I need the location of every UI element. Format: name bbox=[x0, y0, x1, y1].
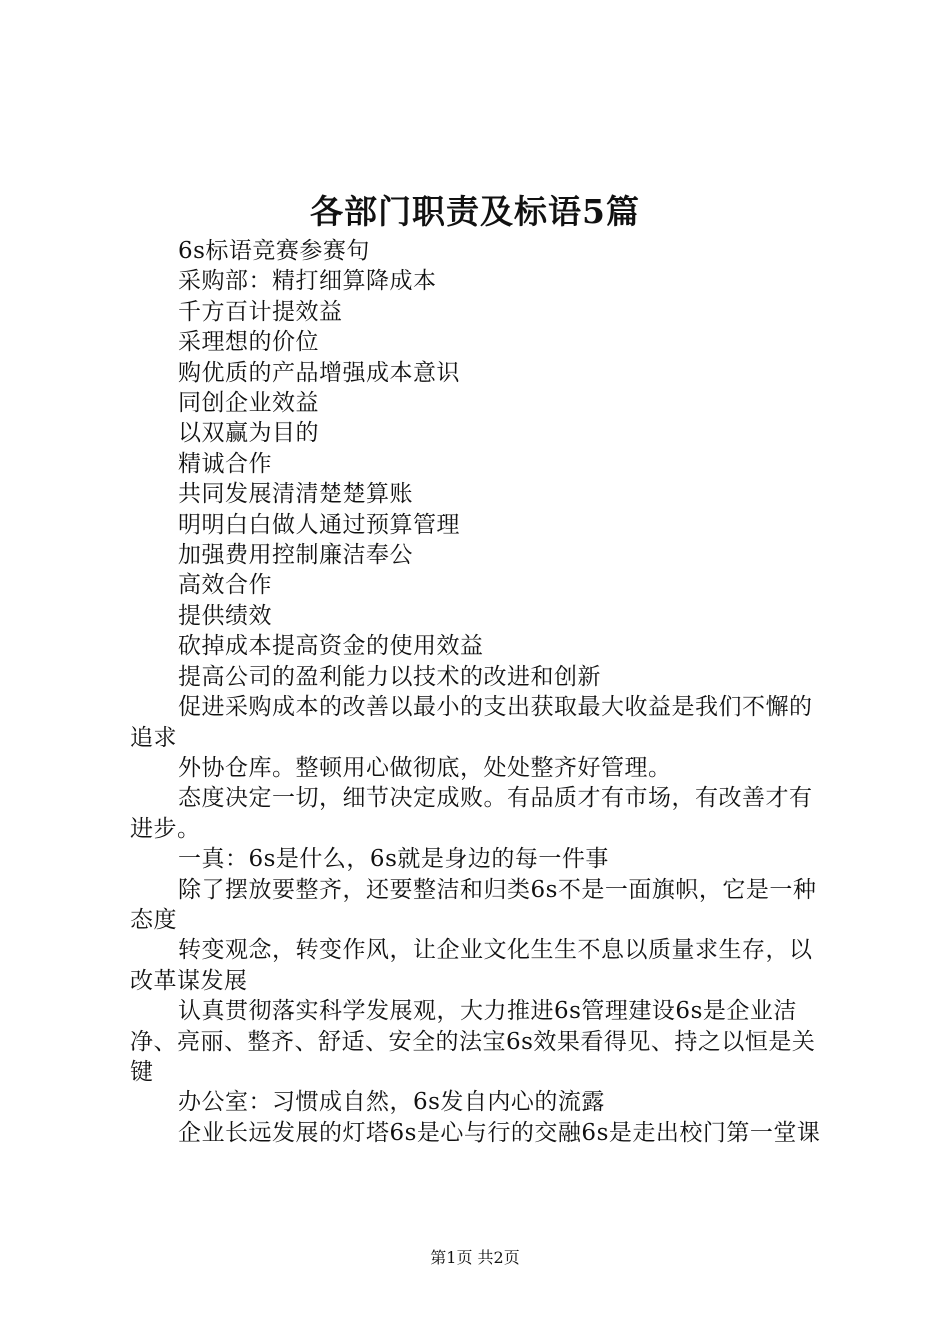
paragraph: 千方百计提效益 bbox=[178, 298, 343, 325]
paragraph: 6s标语竞赛参赛句 bbox=[178, 238, 370, 264]
paragraph: 高效合作 bbox=[178, 572, 272, 599]
paragraph: 以双赢为目的 bbox=[178, 420, 319, 447]
page-footer: 第1页 共2页 bbox=[430, 1248, 520, 1267]
paragraph: 一真：6s是什么，6s就是身边的每一件事 bbox=[178, 846, 609, 873]
paragraph: 明明白白做人通过预算管理 bbox=[178, 511, 460, 538]
paragraph: 砍掉成本提高资金的使用效益 bbox=[178, 633, 484, 660]
paragraph: 共同发展清清楚楚算账 bbox=[178, 481, 413, 508]
paragraph: 办公室：习惯成自然，6s发自内心的流露 bbox=[178, 1089, 605, 1116]
document-body bbox=[130, 236, 835, 1148]
paragraph: 加强费用控制廉洁奉公 bbox=[178, 542, 413, 569]
document-title: 各部门职责及标语5篇 bbox=[310, 192, 640, 231]
paragraph: 精诚合作 bbox=[178, 450, 272, 477]
paragraph: 态度决定一切，细节决定成败。有品质才有市场，有改善才有进步。 bbox=[130, 785, 813, 842]
paragraph: 外协仓库。整顿用心做彻底，处处整齐好管理。 bbox=[178, 754, 672, 781]
paragraph: 采理想的价位 bbox=[178, 329, 319, 356]
paragraph: 企业长远发展的灯塔6s是心与行的交融6s是走出校门第一堂课 bbox=[178, 1119, 821, 1146]
paragraph: 提高公司的盈利能力以技术的改进和创新 bbox=[178, 663, 601, 690]
paragraph: 认真贯彻落实科学发展观，大力推进6s管理建设6s是企业洁净、亮丽、整齐、舒适、安全的法宝6s效果看得见、持之以恒是关键 bbox=[130, 998, 816, 1085]
paragraph: 采购部：精打细算降成本 bbox=[178, 268, 437, 295]
paragraph: 提供绩效 bbox=[178, 602, 272, 629]
paragraph: 转变观念，转变作风，让企业文化生生不息以质量求生存，以改革谋发展 bbox=[130, 937, 813, 994]
paragraph: 促进采购成本的改善以最小的支出获取最大收益是我们不懈的追求 bbox=[130, 694, 813, 751]
paragraph: 同创企业效益 bbox=[178, 390, 319, 417]
paragraph: 购优质的产品增强成本意识 bbox=[178, 359, 460, 386]
paragraph: 除了摆放要整齐，还要整洁和归类6s不是一面旗帜，它是一种态度 bbox=[130, 876, 817, 933]
